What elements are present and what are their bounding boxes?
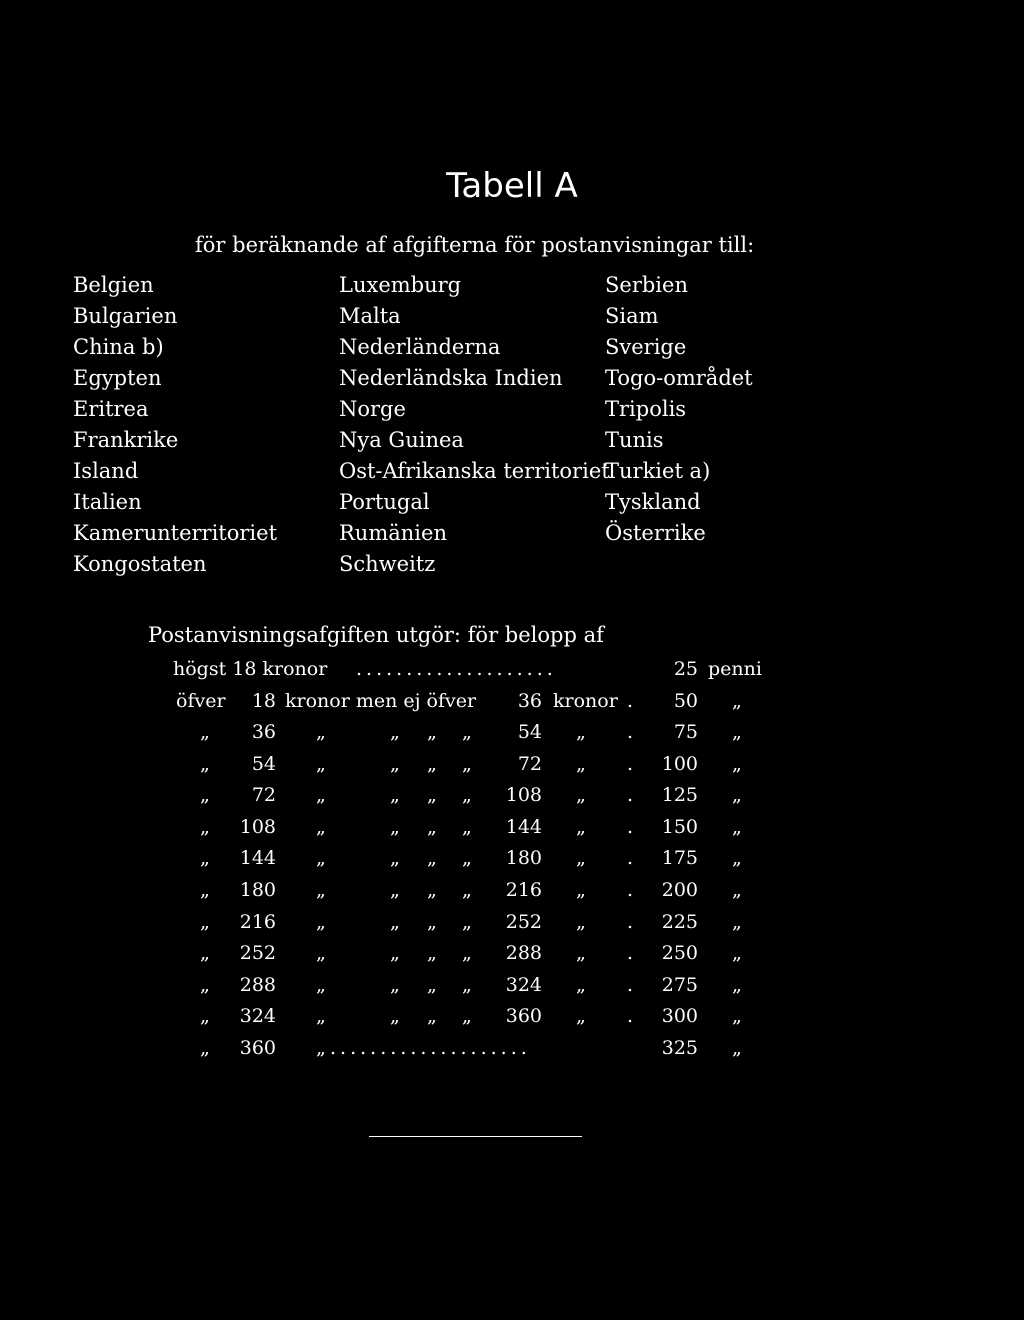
ditto-mark: „ xyxy=(427,942,437,965)
ditto-mark: „ xyxy=(390,752,400,775)
ditto-mark: „ xyxy=(462,815,472,838)
fee-from: 54 xyxy=(251,752,276,775)
ditto-mark: „ xyxy=(462,910,472,933)
fee-from: 108 xyxy=(239,815,276,838)
ditto-mark: „ xyxy=(462,879,472,901)
fee-amount: 75 xyxy=(673,721,698,743)
ditto-mark: „ xyxy=(732,942,742,965)
ditto-mark: „ xyxy=(732,910,742,933)
fee-amount: 150 xyxy=(661,815,698,838)
fee-amount: 175 xyxy=(661,847,698,870)
ditto-mark: „ xyxy=(427,721,437,743)
fee-to: 72 xyxy=(517,752,542,775)
ditto-mark: „ xyxy=(576,784,586,807)
fee-dot: . xyxy=(627,973,634,996)
fee-dot: . xyxy=(627,942,634,965)
ditto-mark: „ xyxy=(427,1005,437,1028)
country-item: Österrike xyxy=(605,521,706,545)
fee-first-leader: .................... xyxy=(356,658,557,680)
fee-dot: . xyxy=(627,815,634,838)
ditto-mark: „ xyxy=(427,847,437,870)
country-item: Tyskland xyxy=(605,490,701,514)
ditto-mark: „ xyxy=(316,1037,326,1059)
fee-last-leader: .................... xyxy=(330,1037,531,1059)
ditto-mark: „ xyxy=(576,879,586,901)
ditto-mark: „ xyxy=(200,721,210,743)
ditto-mark: „ xyxy=(732,1037,742,1059)
fee-header-amount: 50 xyxy=(673,690,698,712)
ditto-mark: „ xyxy=(576,815,586,838)
fee-amount: 250 xyxy=(661,942,698,965)
ditto-mark: „ xyxy=(462,721,472,743)
ditto-mark: „ xyxy=(200,815,210,838)
ditto-mark: „ xyxy=(390,784,400,807)
ditto-mark: „ xyxy=(316,784,326,807)
ditto-mark: „ xyxy=(576,847,586,870)
ditto-mark: „ xyxy=(576,752,586,775)
country-item: Belgien xyxy=(73,273,154,297)
country-item: Togo-området xyxy=(605,366,753,390)
fee-dot: . xyxy=(627,910,634,933)
fee-amount: 300 xyxy=(661,1005,698,1028)
fee-to: 108 xyxy=(505,784,542,807)
ditto-mark: „ xyxy=(462,973,472,996)
ditto-mark: „ xyxy=(390,910,400,933)
ditto-mark: „ xyxy=(576,942,586,965)
country-item: Tunis xyxy=(605,428,664,452)
fee-header-from: 18 xyxy=(251,690,276,712)
ditto-mark: „ xyxy=(390,721,400,743)
fee-header-lead: öfver xyxy=(176,690,226,712)
fee-from: 216 xyxy=(239,910,276,933)
country-item: Frankrike xyxy=(73,428,179,452)
ditto-mark: „ xyxy=(200,1005,210,1028)
ditto-mark: „ xyxy=(316,910,326,933)
fee-to: 324 xyxy=(505,973,542,996)
country-item: Siam xyxy=(605,304,659,328)
country-item: China b) xyxy=(73,335,164,359)
fee-from: 144 xyxy=(239,847,276,870)
fee-to: 360 xyxy=(505,1005,542,1028)
fee-from: 324 xyxy=(239,1005,276,1028)
country-item: Nya Guinea xyxy=(339,428,464,452)
ditto-mark: „ xyxy=(462,752,472,775)
ditto-mark: „ xyxy=(427,784,437,807)
fee-to: 288 xyxy=(505,942,542,965)
country-item: Bulgarien xyxy=(73,304,178,328)
table-title: Tabell A xyxy=(446,166,578,206)
country-item: Rumänien xyxy=(339,521,447,545)
country-item: Egypten xyxy=(73,366,162,390)
country-item: Kamerunterritoriet xyxy=(73,521,278,545)
fee-to: 252 xyxy=(505,910,542,933)
fee-intro: Postanvisningsafgiften utgör: för belopp af xyxy=(148,623,604,647)
fee-header-unit: „ xyxy=(732,690,742,712)
country-item: Serbien xyxy=(605,273,688,297)
fee-last-from: 360 xyxy=(239,1037,276,1059)
country-item: Italien xyxy=(73,490,142,514)
country-item: Sverige xyxy=(605,335,687,359)
country-item: Nederländska Indien xyxy=(339,366,563,390)
ditto-mark: „ xyxy=(316,1005,326,1028)
fee-amount: 200 xyxy=(661,879,698,901)
ditto-mark: „ xyxy=(316,721,326,743)
fee-header-mid: kronor men ej öfver xyxy=(285,690,477,712)
fee-amount: 225 xyxy=(661,910,698,933)
ditto-mark: „ xyxy=(732,847,742,870)
ditto-mark: „ xyxy=(732,784,742,807)
ditto-mark: „ xyxy=(462,942,472,965)
country-item: Kongostaten xyxy=(73,552,207,576)
country-column-2 xyxy=(339,270,610,580)
ditto-mark: „ xyxy=(427,815,437,838)
ditto-mark: „ xyxy=(732,879,742,901)
ditto-mark: „ xyxy=(200,910,210,933)
fee-header-to-unit: kronor xyxy=(553,690,618,712)
ditto-mark: „ xyxy=(427,910,437,933)
bottom-rule xyxy=(369,1136,582,1137)
ditto-mark: „ xyxy=(200,973,210,996)
ditto-mark: „ xyxy=(200,879,210,901)
fee-dot: . xyxy=(627,1005,634,1028)
ditto-mark: „ xyxy=(462,784,472,807)
ditto-mark: „ xyxy=(576,910,586,933)
ditto-mark: „ xyxy=(390,1005,400,1028)
fee-dot: . xyxy=(627,752,634,775)
table-subtitle: för beräknande af afgifterna för postanvisningar till: xyxy=(195,233,755,257)
fee-first-amount: 25 xyxy=(673,658,698,680)
ditto-mark: „ xyxy=(316,879,326,901)
fee-to: 144 xyxy=(505,815,542,838)
country-item: Ost-Afrikanska territoriet xyxy=(339,459,610,483)
fee-dot: . xyxy=(627,847,634,870)
ditto-mark: „ xyxy=(316,847,326,870)
ditto-mark: „ xyxy=(316,942,326,965)
fee-amount: 275 xyxy=(661,973,698,996)
ditto-mark: „ xyxy=(427,752,437,775)
fee-last-amount: 325 xyxy=(661,1037,698,1059)
ditto-mark: „ xyxy=(200,784,210,807)
fee-from: 72 xyxy=(251,784,276,807)
ditto-mark: „ xyxy=(732,1005,742,1028)
ditto-mark: „ xyxy=(390,815,400,838)
fee-to: 180 xyxy=(505,847,542,870)
ditto-mark: „ xyxy=(427,973,437,996)
fee-to: 216 xyxy=(505,879,542,901)
ditto-mark: „ xyxy=(316,815,326,838)
fee-amount: 100 xyxy=(661,752,698,775)
ditto-mark: „ xyxy=(732,721,742,743)
country-column-1 xyxy=(73,270,277,580)
country-item: Turkiet a) xyxy=(605,459,711,483)
country-item: Malta xyxy=(339,304,401,328)
ditto-mark: „ xyxy=(200,1037,210,1059)
ditto-mark: „ xyxy=(200,942,210,965)
fee-to: 54 xyxy=(517,721,542,743)
fee-from: 288 xyxy=(239,973,276,996)
ditto-mark: „ xyxy=(316,973,326,996)
ditto-mark: „ xyxy=(200,847,210,870)
ditto-mark: „ xyxy=(200,752,210,775)
ditto-mark: „ xyxy=(462,847,472,870)
ditto-mark: „ xyxy=(390,973,400,996)
fee-from: 180 xyxy=(239,879,276,901)
ditto-mark: „ xyxy=(390,942,400,965)
ditto-mark: „ xyxy=(390,879,400,901)
ditto-mark: „ xyxy=(427,879,437,901)
country-item: Luxemburg xyxy=(339,273,462,297)
fee-from: 252 xyxy=(239,942,276,965)
fee-first-label: högst 18 kronor xyxy=(173,658,328,680)
ditto-mark: „ xyxy=(732,815,742,838)
fee-dot: . xyxy=(627,784,634,807)
country-item: Tripolis xyxy=(605,397,687,421)
ditto-mark: „ xyxy=(576,973,586,996)
fee-first-unit: penni xyxy=(708,658,762,680)
fee-amount: 125 xyxy=(661,784,698,807)
fee-header-to: 36 xyxy=(517,690,542,712)
ditto-mark: „ xyxy=(732,752,742,775)
fee-dot: . xyxy=(627,879,634,901)
country-item: Portugal xyxy=(339,490,430,514)
fee-header-dot: . xyxy=(627,690,634,712)
ditto-mark: „ xyxy=(576,721,586,743)
fee-from: 36 xyxy=(251,721,276,743)
country-item: Norge xyxy=(339,397,406,421)
country-item: Eritrea xyxy=(73,397,149,421)
country-item: Island xyxy=(73,459,139,483)
ditto-mark: „ xyxy=(462,1005,472,1028)
country-item: Nederländerna xyxy=(339,335,501,359)
country-item: Schweitz xyxy=(339,552,436,576)
fee-dot: . xyxy=(627,721,634,743)
ditto-mark: „ xyxy=(316,752,326,775)
ditto-mark: „ xyxy=(576,1005,586,1028)
country-column-3 xyxy=(605,270,753,549)
ditto-mark: „ xyxy=(390,847,400,870)
ditto-mark: „ xyxy=(732,973,742,996)
